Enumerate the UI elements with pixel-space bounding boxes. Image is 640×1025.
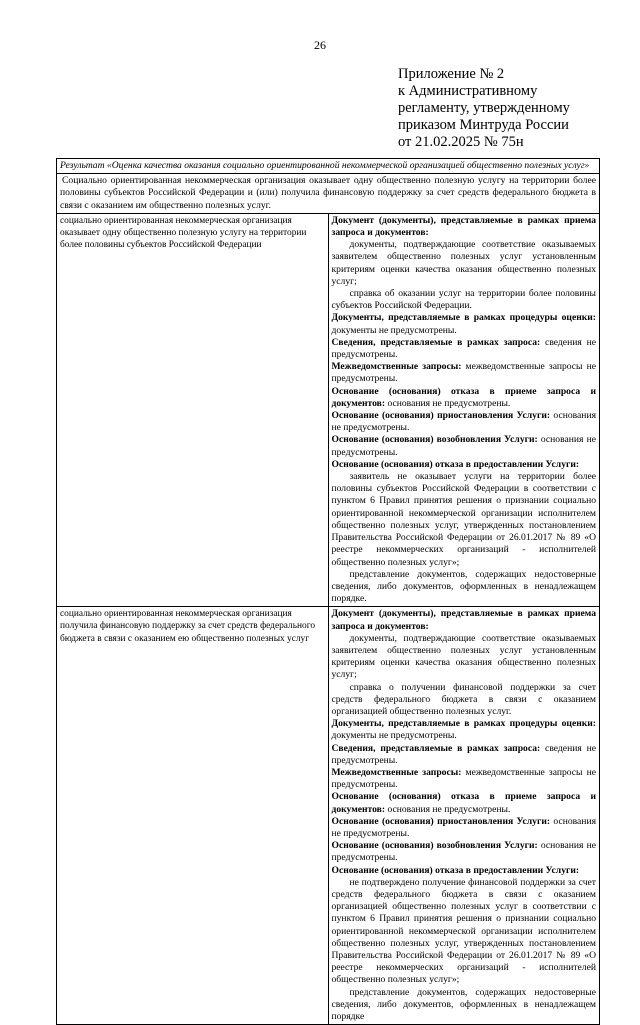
suspend-text: основания не предусмотрены. — [331, 815, 596, 839]
deny-item: представление документов, содержащих недостоверные сведения, либо документов, оформленных в ненадлежащем порядке — [331, 986, 596, 1023]
appendix-line: Приложение № 2 — [398, 66, 505, 82]
regulation-table — [56, 158, 600, 1025]
eval-heading: Документы, представляемые в рамках процедуры оценки: — [331, 312, 596, 324]
appendix-line: к Административному — [398, 83, 538, 99]
appendix-header — [398, 66, 570, 151]
info-text: сведения не предусмотрены. — [331, 742, 596, 766]
variant-row — [57, 213, 600, 607]
result-title: Результат «Оценка качества оказания социально ориентированной некоммерческой организацией общественно полезных услуг» — [57, 159, 600, 174]
deny-heading: Основание (основания) отказа в предоставлении Услуги: — [331, 458, 580, 470]
refuse-heading: Основание (основания) отказа в приеме запроса и документов: — [331, 791, 596, 815]
info-text: сведения не предусмотрены. — [331, 336, 596, 361]
interdep-text: межведомственные запросы не предусмотрены. — [331, 766, 596, 791]
appendix-line: регламенту, утвержденному — [398, 100, 570, 116]
refuse-heading: Основание (основания) отказа в приеме запроса и документов: — [331, 385, 596, 409]
info-heading: Сведения, представляемые в рамках запроса: — [331, 336, 541, 348]
suspend-heading: Основание (основания) приостановления Услуги: — [331, 410, 551, 422]
interdep-text: межведомственные запросы не предусмотрены. — [331, 361, 596, 385]
docs-item: справка о получении финансовой поддержки за счет средств федерального бюджета в связи с оказанием организацией общественно полезных услуг. — [331, 681, 596, 717]
interdep-heading: Межведомственные запросы: — [331, 361, 462, 373]
suspend-text: основания не предусмотрены. — [331, 410, 596, 434]
docs-item: справка об оказании услуг на территории более половины субъектов Российской Федерации. — [331, 288, 596, 312]
docs-item: документы, подтверждающие соответствие оказываемых заявителем общественно полезных услуг установленным критериям оценки качества оказания общественно полезных услуг; — [331, 632, 596, 681]
resume-text: основания не предусмотрены. — [331, 840, 596, 864]
result-row — [57, 159, 600, 174]
interdep-heading: Межведомственные запросы: — [331, 766, 462, 778]
info-heading: Сведения, представляемые в рамках запроса: — [331, 742, 541, 754]
variant-label: социально ориентированная некоммерческая организация оказывает одну общественно полезную услугу на территории более половины субъектов Российской Федерации — [57, 213, 329, 607]
resume-text: основания не предусмотрены. — [331, 434, 596, 458]
eval-heading: Документы, представляемые в рамках процедуры оценки: — [331, 718, 596, 730]
deny-item: не подтверждено получение финансовой поддержки за счет средств федерального бюджета в связи с оказанием организацией общественно полезных услуг в соответствии с пунктом 6 Правил принятия решения о признании социально ориентированной некоммерческой организации исполнителем общественно полезных услуг, утвержденных постановлением Правительства Российской Федерации от 26.01.2017 № 89 «О реестре некоммерческих организаций - исполнителей общественно полезных услуг»; — [331, 876, 596, 986]
description-row — [57, 174, 600, 214]
variant-details — [328, 213, 600, 607]
page-number: 26 — [314, 38, 326, 52]
suspend-heading: Основание (основания) приостановления Услуги: — [331, 815, 551, 827]
docs-heading: Документ (документы), представляемые в рамках приема запроса и документов: — [331, 214, 596, 239]
deny-heading: Основание (основания) отказа в предоставлении Услуги: — [331, 864, 580, 876]
refuse-text: основания не предусмотрены. — [385, 803, 511, 815]
docs-item: документы, подтверждающие соответствие оказываемых заявителем общественно полезных услуг установленным критериям оценки качества оказания общественно полезных услуг; — [331, 239, 596, 287]
appendix-line: приказом Минтруда России — [398, 117, 569, 133]
result-description: Социально ориентированная некоммерческая организация оказывает одну общественно полезную услугу на территории более половины субъектов Российской Федерации и (или) получила финансовую поддержку за счет средств федерального бюджета в связи с оказанием им общественно полезных услуг. — [57, 174, 600, 214]
refuse-text: основания не предусмотрены. — [385, 397, 511, 409]
eval-text: документы не предусмотрены. — [331, 730, 457, 742]
eval-text: документы не предусмотрены. — [331, 324, 457, 336]
variant-label: социально ориентированная некоммерческая организация получила финансовую поддержку за счет средств федерального бюджета в связи с оказанием ею общественно полезных услуг — [57, 607, 329, 1025]
appendix-line: от 21.02.2025 № 75н — [398, 134, 524, 150]
resume-heading: Основание (основания) возобновления Услуги: — [331, 840, 538, 852]
variant-details — [328, 607, 600, 1025]
docs-heading: Документ (документы), представляемые в рамках приема запроса и документов: — [331, 608, 596, 632]
deny-item: представление документов, содержащих недостоверные сведения, либо документов, оформленных в ненадлежащем порядке. — [331, 568, 596, 605]
resume-heading: Основание (основания) возобновления Услуги: — [331, 434, 538, 446]
variant-row — [57, 607, 600, 1025]
deny-item: заявитель не оказывает услуги на территории более половины субъектов Российской Федерации в соответствии с пунктом 6 Правил принятия решения о признании социально ориентированной некоммерческой организации исполнителем общественно полезных услуг, утвержденных постановлением Правительства Российской Федерации от 26.01.2017 № 89 «О реестре некоммерческих организаций - исполнителей общественно полезных услуг»; — [331, 471, 596, 568]
